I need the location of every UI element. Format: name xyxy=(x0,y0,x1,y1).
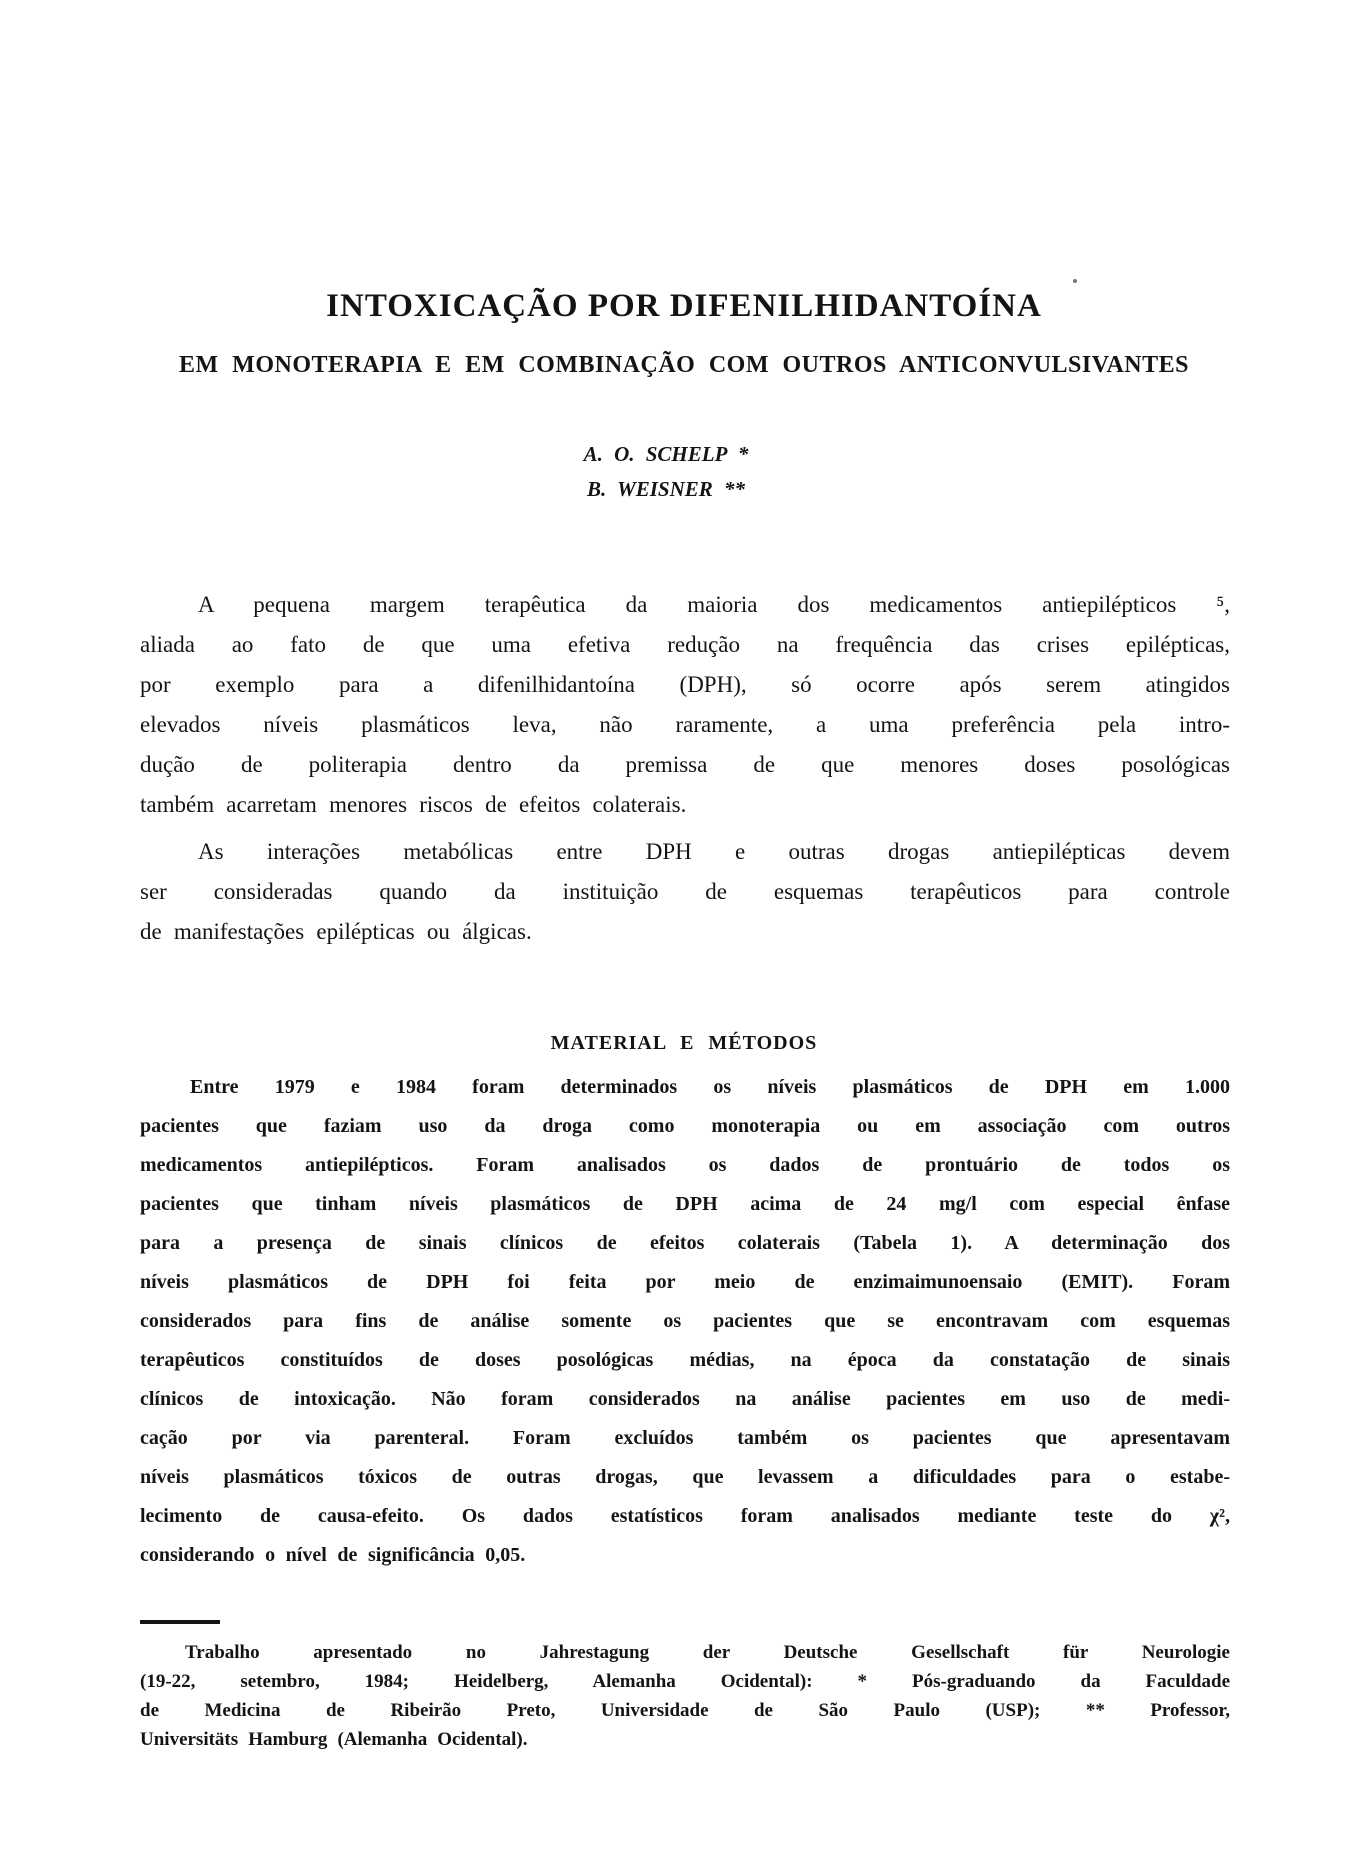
footnote-line: Trabalho apresentado no Jahrestagung der Deutsche Gesellschaft für Neurologie xyxy=(185,1642,1230,1663)
footnote-separator xyxy=(140,1620,220,1624)
paragraph-line: dução de politerapia dentro da premissa de que menores doses posológicas xyxy=(140,752,1230,777)
methods-line: terapêuticos constituídos de doses posológicas médias, na época da constatação de sinais xyxy=(140,1349,1230,1371)
article-title: INTOXICAÇÃO POR DIFENILHIDANTOÍNA xyxy=(326,288,1042,325)
paragraph-line: por exemplo para a difenilhidantoína (DPH), só ocorre após serem atingidos xyxy=(140,672,1230,697)
footnote-line: (19-22, setembro, 1984; Heidelberg, Alemanha Ocidental): * Pós-graduando da Faculdade xyxy=(140,1671,1230,1692)
author-block xyxy=(0,437,1332,507)
article-subtitle: EM MONOTERAPIA E EM COMBINAÇÃO COM OUTROS ANTICONVULSIVANTES xyxy=(179,351,1189,378)
methods-line: cação por via parenteral. Foram excluídos também os pacientes que apresentavam xyxy=(140,1427,1230,1449)
author-line: A. O. SCHELP * xyxy=(583,442,749,466)
methods-line: para a presença de sinais clínicos de efeitos colaterais (Tabela 1). A determinação dos xyxy=(140,1232,1230,1254)
author-line: B. WEISNER ** xyxy=(586,477,746,501)
paragraph-line: elevados níveis plasmáticos leva, não raramente, a uma preferência pela intro- xyxy=(140,712,1230,737)
scan-speck xyxy=(1073,279,1077,283)
paragraph-line: As interações metabólicas entre DPH e outras drogas antiepilépticas devem xyxy=(198,839,1230,864)
methods-line: níveis plasmáticos de DPH foi feita por meio de enzimaimunoensaio (EMIT). Foram xyxy=(140,1271,1230,1293)
methods-line: considerando o nível de significância 0,05. xyxy=(140,1544,526,1566)
methods-line: medicamentos antiepilépticos. Foram analisados os dados de prontuário de todos os xyxy=(140,1154,1230,1176)
methods-paragraph xyxy=(140,1068,1230,1575)
methods-line: lecimento de causa-efeito. Os dados estatísticos foram analisados mediante teste do χ², xyxy=(140,1505,1230,1527)
intro-paragraph-2 xyxy=(140,832,1230,952)
paragraph-line: A pequena margem terapêutica da maioria dos medicamentos antiepilépticos ⁵, xyxy=(198,592,1230,617)
section-heading: MATERIAL E MÉTODOS xyxy=(550,1032,818,1054)
footnote-line: Universitäts Hamburg (Alemanha Ocidental). xyxy=(140,1729,528,1750)
footnote-line: de Medicina de Ribeirão Preto, Universidade de São Paulo (USP); ** Professor, xyxy=(140,1700,1230,1721)
methods-line: níveis plasmáticos tóxicos de outras drogas, que levassem a dificuldades para o estabe- xyxy=(140,1466,1230,1488)
paragraph-line: também acarretam menores riscos de efeitos colaterais. xyxy=(140,792,687,817)
methods-line: clínicos de intoxicação. Não foram considerados na análise pacientes em uso de medi- xyxy=(140,1388,1230,1410)
methods-line: Entre 1979 e 1984 foram determinados os níveis plasmáticos de DPH em 1.000 xyxy=(190,1076,1230,1098)
paragraph-line: de manifestações epilépticas ou álgicas. xyxy=(140,919,532,944)
paragraph-line: ser consideradas quando da instituição de esquemas terapêuticos para controle xyxy=(140,879,1230,904)
methods-line: considerados para fins de análise somente os pacientes que se encontravam com esquemas xyxy=(140,1310,1230,1332)
methods-line: pacientes que faziam uso da droga como monoterapia ou em associação com outros xyxy=(140,1115,1230,1137)
methods-line: pacientes que tinham níveis plasmáticos de DPH acima de 24 mg/l com especial ênfase xyxy=(140,1193,1230,1215)
footnote xyxy=(140,1638,1230,1754)
paragraph-line: aliada ao fato de que uma efetiva redução na frequência das crises epilépticas, xyxy=(140,632,1230,657)
intro-paragraph-1 xyxy=(140,585,1230,825)
